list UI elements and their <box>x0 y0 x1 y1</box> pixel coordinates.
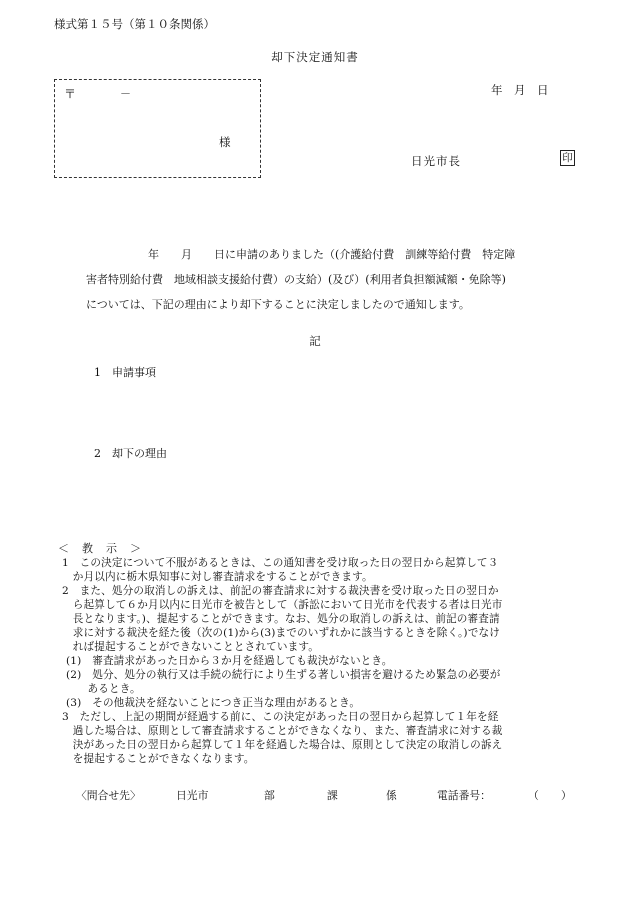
notice-line: 2 また、処分の取消しの訴えは、前記の審査請求に対する裁決書を受け取った日の翌日か <box>62 585 499 597</box>
notice-line: 長となります。)、提起することができます。なお、処分の取消しの訴えは、前記の審査請 <box>62 613 500 625</box>
notice-line: あるとき。 <box>66 683 141 695</box>
notice-line: ら起算して６か月以内に日光市を被告として（訴訟において日光市を代表する者は日光市 <box>62 599 503 611</box>
notice-line: (3) その他裁決を経ないことにつき正当な理由があるとき。 <box>66 697 361 709</box>
body-line: については、下記の理由により却下することに決定しましたので通知します。 <box>86 298 470 311</box>
notice-line: 過した場合は、原則として審査請求することができなくなり、また、審査請求に対する裁 <box>62 725 503 737</box>
issue-date: 年 月 日 <box>491 83 549 97</box>
contact-unit: 係 <box>386 789 397 802</box>
notice-line: (1) 審査請求があった日から３か月を経過しても裁決がないとき。 <box>66 655 393 667</box>
body-line: 年 月 日に申請のありました（(介護給付費 訓練等給付費 特定障 <box>148 248 516 261</box>
form-number: 様式第１５号（第１０条関係） <box>54 17 215 31</box>
notice-line: れば提起することができないこととされています。 <box>62 641 319 653</box>
address-box <box>54 79 261 178</box>
notice-line: か月以内に栃木県知事に対し審査請求をすることができます。 <box>62 571 373 583</box>
notice-heading: ＜ 教 示 ＞ <box>58 542 142 555</box>
notice-line: 3 ただし、上記の期間が経過する前に、この決定があった日の翌日から起算して１年を経 <box>62 711 499 723</box>
contact-paren-close: ） <box>561 789 572 802</box>
contact-phone-label: 電話番号： <box>437 789 491 802</box>
contact-department: 部 <box>264 789 275 802</box>
notice-line: 求に対する裁決を経た後（次の(1)から(3)までのいずれかに該当するときを除く。)でなけ <box>62 627 500 639</box>
item-application-matter: 1 申請事項 <box>94 366 156 379</box>
ki-heading: 記 <box>309 334 321 348</box>
contact-section: 課 <box>327 789 338 802</box>
issuer-name: 日光市長 <box>411 154 461 168</box>
postal-code-dash: － <box>120 87 131 100</box>
notice-line: を提起することができなくなります。 <box>62 753 255 765</box>
contact-paren-open: （ <box>528 789 539 802</box>
body-line: 害者特別給付費 地域相談支援給付費）の支給）(及び）(利用者負担額減額・免除等) <box>86 273 506 286</box>
contact-city: 日光市 <box>176 789 209 802</box>
item-rejection-reason: 2 却下の理由 <box>94 447 167 460</box>
notice-line: 1 この決定について不服があるときは、この通知書を受け取った日の翌日から起算して３ <box>62 557 499 569</box>
document-title: 却下決定通知書 <box>271 50 359 64</box>
notice-line: (2) 処分、処分の執行又は手続の続行により生ずる著しい損害を避けるため緊急の必要が <box>66 669 501 681</box>
seal-mark: 印 <box>560 150 575 166</box>
recipient-honorific: 様 <box>219 135 231 149</box>
contact-label: 〈問合せ先〉 <box>76 789 141 802</box>
notice-line: 決があった日の翌日から起算して１年を経過した場合は、原則として決定の取消しの訴え <box>62 739 503 751</box>
postal-mark: 〒 <box>64 87 77 101</box>
